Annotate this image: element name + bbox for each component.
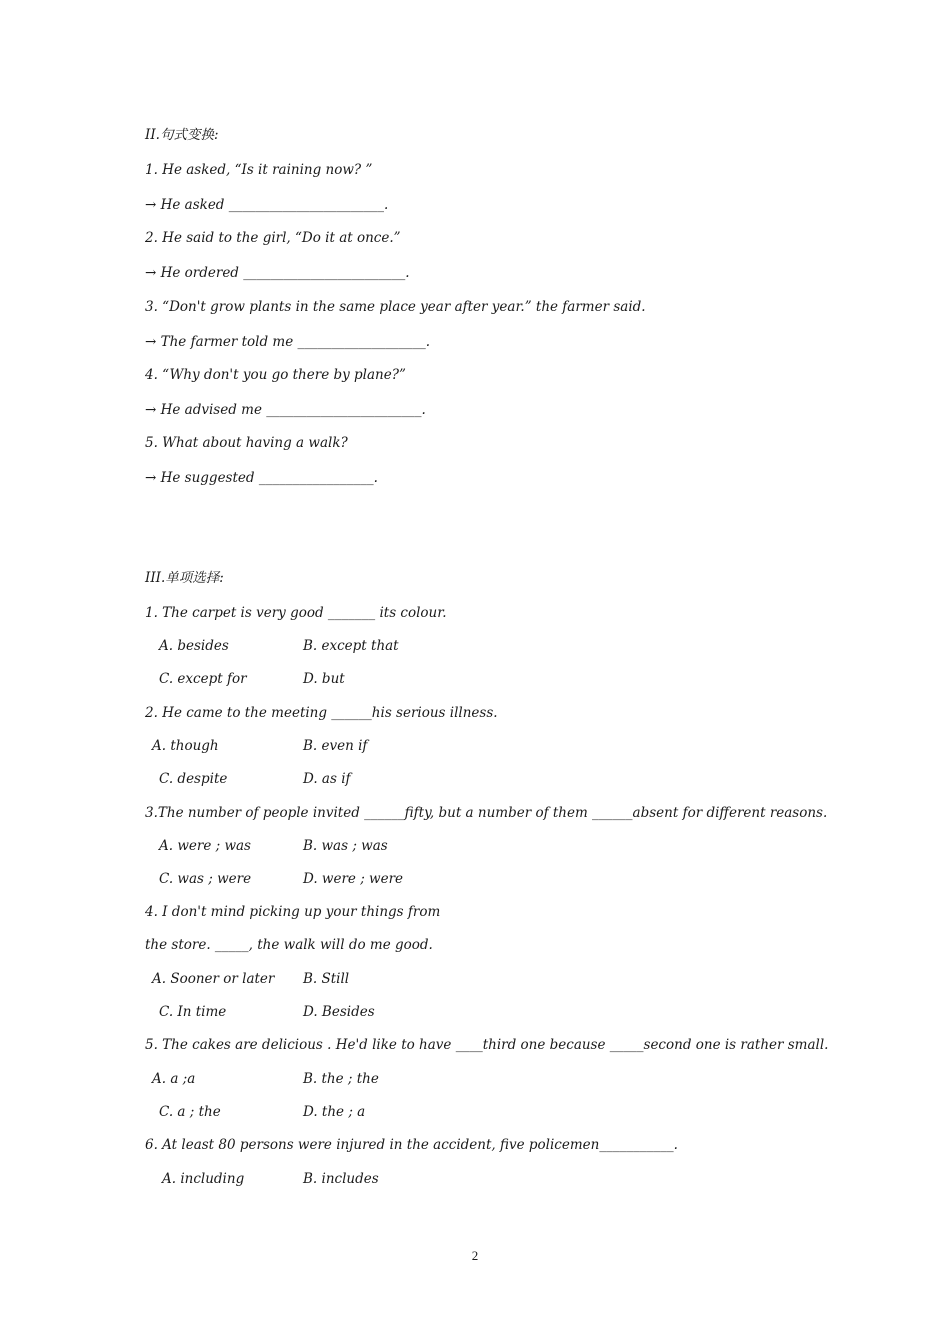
mc-3-option-c: C. was ; were <box>159 871 252 887</box>
mc-2-option-a: A. though <box>152 738 219 754</box>
mc-4-option-c: C. In time <box>159 1004 227 1020</box>
mc-1-option-b: B. except that <box>303 638 399 654</box>
section-2-answer-4: → He advised me _______________________. <box>145 402 426 418</box>
mc-question-5: 5. The cakes are delicious . He'd like to have ____third one because _____second one is rather small. <box>145 1037 829 1053</box>
mc-5-option-d: D. the ; a <box>303 1104 366 1120</box>
mc-3-option-a: A. were ; was <box>159 838 251 854</box>
section-2-question-2: 2. He said to the girl, “Do it at once.” <box>145 230 401 246</box>
section-2-question-1: 1. He asked, “Is it raining now? ” <box>145 162 373 178</box>
section-2-answer-3: → The farmer told me ___________________. <box>145 334 431 350</box>
section-2-title: II.句式变换: <box>145 127 219 143</box>
mc-5-option-a: A. a ;a <box>152 1071 196 1087</box>
page-number: 2 <box>471 1248 479 1263</box>
section-3-title: III.单项选择: <box>145 570 224 586</box>
mc-3-option-d: D. were ; were <box>303 871 404 887</box>
mc-6-option-b: B. includes <box>303 1171 379 1187</box>
mc-1-option-a: A. besides <box>159 638 229 654</box>
mc-5-option-b: B. the ; the <box>303 1071 379 1087</box>
section-2-question-3: 3. “Don't grow plants in the same place year after year.” the farmer said. <box>145 299 646 315</box>
mc-question-1: 1. The carpet is very good _______ its colour. <box>145 605 447 621</box>
mc-question-4: 4. I don't mind picking up your things from <box>145 904 441 920</box>
mc-question-2: 2. He came to the meeting ______his serious illness. <box>145 705 498 721</box>
mc-1-option-c: C. except for <box>159 671 247 687</box>
section-2-answer-2: → He ordered ________________________. <box>145 265 410 281</box>
section-2-answer-1: → He asked _______________________. <box>145 197 389 213</box>
mc-3-option-b: B. was ; was <box>303 838 388 854</box>
mc-6-option-a: A. including <box>162 1171 245 1187</box>
mc-question-3: 3.The number of people invited ______fifty, but a number of them ______absent for different reasons. <box>145 805 828 821</box>
mc-2-option-d: D. as if <box>303 771 351 787</box>
section-2-question-4: 4. “Why don't you go there by plane?” <box>145 367 406 383</box>
mc-2-option-c: C. despite <box>159 771 228 787</box>
mc-question-4-continued: the store. _____, the walk will do me good. <box>145 937 433 953</box>
mc-4-option-b: B. Still <box>303 971 350 987</box>
mc-4-option-d: D. Besides <box>303 1004 375 1020</box>
mc-question-6: 6. At least 80 persons were injured in the accident, five policemen___________. <box>145 1137 678 1153</box>
mc-5-option-c: C. a ; the <box>159 1104 221 1120</box>
mc-1-option-d: D. but <box>303 671 345 687</box>
section-2-question-5: 5. What about having a walk? <box>145 435 348 451</box>
mc-4-option-a: A. Sooner or later <box>152 971 275 987</box>
section-2-answer-5: → He suggested _________________. <box>145 470 378 486</box>
mc-2-option-b: B. even if <box>303 738 368 754</box>
